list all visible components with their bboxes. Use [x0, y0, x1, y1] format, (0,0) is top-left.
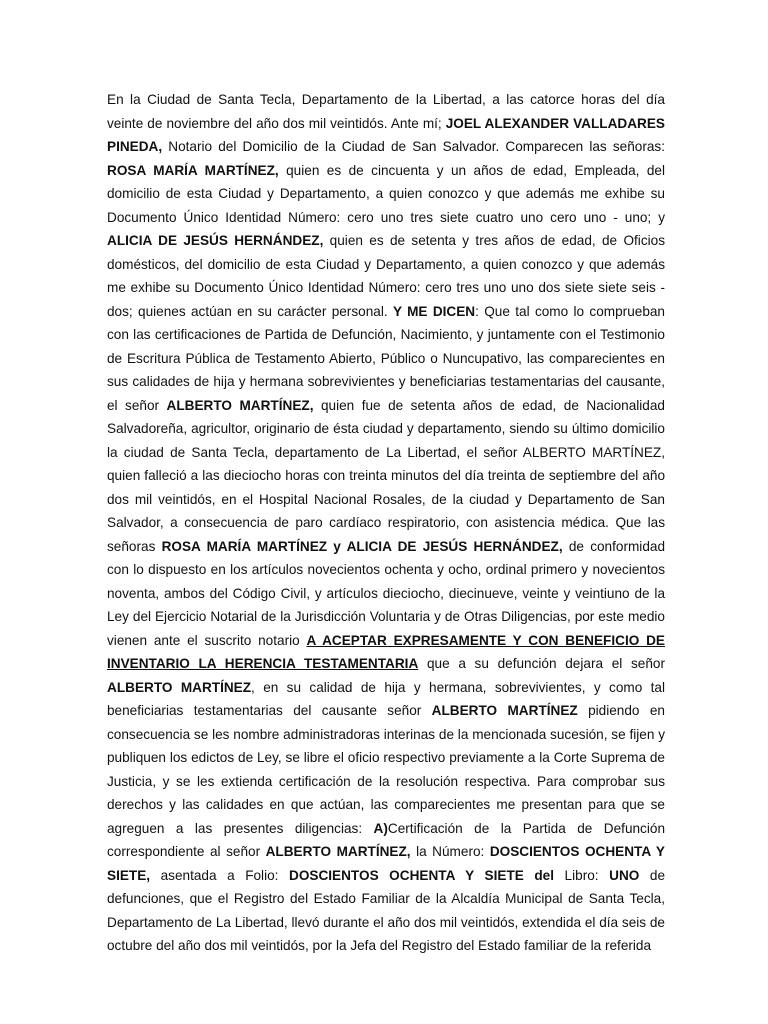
bold-text: ALBERTO MARTÍNEZ	[107, 679, 252, 695]
body-text: En la Ciudad de Santa Tecla, Departamento de la Libertad, a las catorce horas del día veinte de noviembre del año dos mil veintidós. Ante mí;	[107, 92, 665, 131]
body-text: Libro:	[554, 867, 610, 883]
emphasis-underlined-text: A ACEPTAR EXPRESAMENTE Y CON BENEFICIO DE INVENTARIO LA HERENCIA TESTAMENTARIA	[107, 632, 665, 671]
body-text: asentada a Folio:	[150, 867, 289, 883]
body-text: pidiendo en consecuencia se les nombre administradoras interinas de la mencionada sucesión, se fijen y publiquen los edictos de Ley, se libre el oficio respectivo previamente a la Corte Suprema de Justicia, y se les extienda certificación de la resolución respectiva. Para comprobar sus derechos y las calidades en que actúan, las comparecientes me presentan para que se agreguen a las presentes diligencias:	[107, 703, 665, 836]
bold-text: A)	[373, 820, 388, 836]
bold-text: ROSA MARÍA MARTÍNEZ,	[107, 162, 279, 178]
body-text: Notario del Domicilio de la Ciudad de San Salvador. Comparecen las señoras:	[162, 139, 665, 154]
bold-text: UNO	[609, 867, 640, 883]
bold-text: DOSCIENTOS OCHENTA Y SIETE del	[289, 867, 555, 883]
body-text: quien fue de setenta años de edad, de Nacionalidad Salvadoreña, agricultor, originario de ésta ciudad y departamento, siendo su último domicilio la ciudad de Santa Tecla, departamento de La Libertad, el señor ALBERTO MARTÍNEZ, quien falleció a las dieciocho horas con treinta minutos del día treinta de septiembre del año dos mil veintidós, en el Hospital Nacional Rosales, de la ciudad y Departamento de San Salvador, a consecuencia de paro cardíaco respiratorio, con asistencia médica. Que las señoras	[107, 397, 665, 554]
bold-text: Y ME DICEN	[392, 303, 476, 319]
document-paragraph	[107, 88, 665, 958]
body-text: que a su defunción dejara el señor	[418, 656, 665, 671]
bold-text: ALBERTO MARTÍNEZ,	[166, 397, 314, 413]
bold-text: ALICIA DE JESÚS HERNÁNDEZ,	[107, 233, 324, 248]
body-text: la Número:	[410, 844, 490, 859]
bold-text: JOEL ALEXANDER VALLADARES PINEDA,	[107, 115, 665, 154]
body-text: quien es de cincuenta y un años de edad, Empleada, del domicilio de esta Ciudad y Departamento, a quien conozco y que además me exhibe su Documento Único Identidad Número: cero uno tres siete cuatro uno cero uno - uno; y	[107, 162, 666, 225]
body-text: : Que tal como lo comprueban con las certificaciones de Partida de Defunción, Nacimiento, y juntamente con el Testimonio de Escritura Pública de Testamento Abierto, Público o Nuncupativo, las comparecientes en sus calidades de hija y hermana sobrevivientes y beneficiarias testamentarias del causante, el señor	[107, 303, 665, 413]
bold-text: DOSCIENTOS OCHENTA Y SIETE,	[107, 844, 665, 883]
body-text: de conformidad con lo dispuesto en los artículos novecientos ochenta y ocho, ordinal primero y novecientos noventa, ambos del Código Civil, y artículos dieciocho, diecinueve, veinte y veintiuno de la Ley del Ejercicio Notarial de la Jurisdicción Voluntaria y de Otras Diligencias, por este medio vienen ante el suscrito notario	[107, 538, 666, 648]
body-text: de defunciones, que el Registro del Estado Familiar de la Alcaldía Municipal de Santa Tecla, Departamento de La Libertad, llevó durante el año dos mil veintidós, extendida el día seis de octubre del año dos mil veintidós, por la Jefa del Registro del Estado familiar de la referida	[107, 867, 666, 953]
bold-text: ALBERTO MARTÍNEZ	[431, 703, 578, 718]
document-page	[107, 88, 665, 958]
body-text: Certificación de la Partida de Defunción correspondiente al señor	[107, 820, 665, 859]
bold-text: ALBERTO MARTÍNEZ,	[265, 844, 411, 859]
bold-text: ROSA MARÍA MARTÍNEZ y ALICIA DE JESÚS HERNÁNDEZ,	[161, 538, 563, 554]
body-text: , en su calidad de hija y hermana, sobrevivientes, y como tal beneficiarias testamentarias del causante señor	[107, 679, 665, 718]
body-text: quien es de setenta y tres años de edad, de Oficios domésticos, del domicilio de esta Ciudad y Departamento, a quien conozco y que además me exhibe su Documento Único Identidad Número: cero tres uno uno dos siete siete seis - dos; quienes actúan en su carácter personal.	[107, 233, 665, 319]
